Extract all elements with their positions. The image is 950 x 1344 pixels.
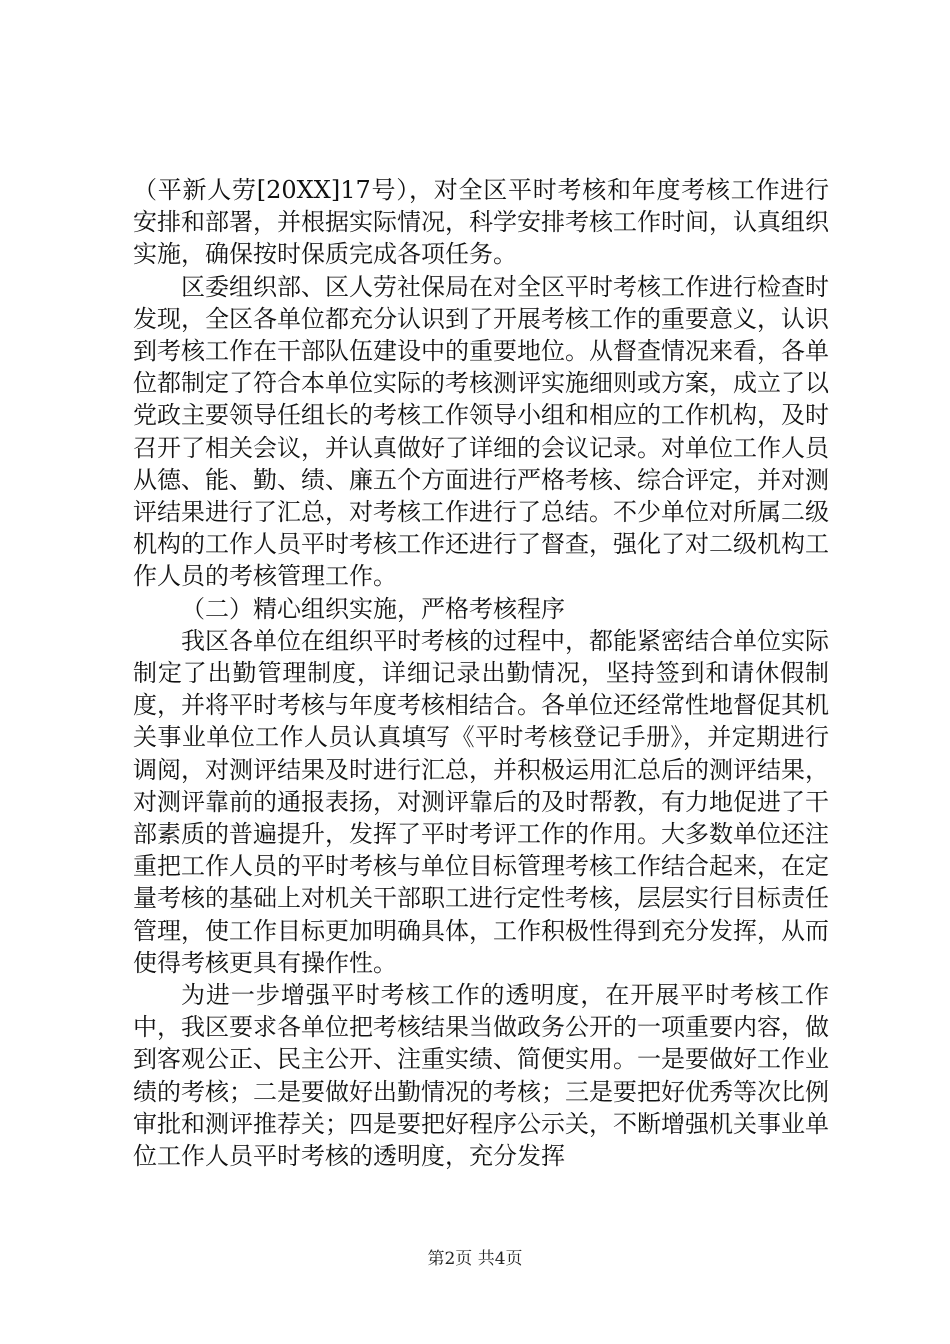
page-number-footer: 第2页 共4页 [427,1249,523,1269]
document-body [133,174,829,1172]
paragraph-continuation: （平新人劳[20XX]17号），对全区平时考核和年度考核工作进行安排和部署，并根据实际情况，科学安排考核工作时间，认真组织实施，确保按时保质完成各项任务。 [133,176,829,269]
section-heading: （二）精心组织实施，严格考核程序 [181,594,565,623]
paragraph-implementation: 我区各单位在组织平时考核的过程中，都能紧密结合单位实际制定了出勤管理制度，详细记录出勤情况，坚持签到和请休假制度，并将平时考核与年度考核相结合。各单位还经常性地督促其机关事业单位工作人员认真填写《平时考核登记手册》，并定期进行调阅，对测评结果及时进行汇总，并积极运用汇总后的测评结果，对测评靠前的通报表扬，对测评靠后的及时帮教，有力地促进了干部素质的普遍提升，发挥了平时考评工作的作用。大多数单位还注重把工作人员的平时考核与单位目标管理考核工作结合起来，在定量考核的基础上对机关干部职工进行定性考核，层层实行目标责任管理，使工作目标更加明确具体，工作积极性得到充分发挥，从而使得考核更具有操作性。 [133,626,829,977]
paragraph-transparency: 为进一步增强平时考核工作的透明度，在开展平时考核工作中，我区要求各单位把考核结果当做政务公开的一项重要内容，做到客观公正、民主公开、注重实绩、简便实用。一是要做好工作业绩的考核；二是要做好出勤情况的考核；三是要把好优秀等次比例审批和测评推荐关；四是要把好程序公示关，不断增强机关事业单位工作人员平时考核的透明度，充分发挥 [133,981,829,1171]
paragraph-inspection-findings: 区委组织部、区人劳社保局在对全区平时考核工作进行检查时发现，全区各单位都充分认识到了开展考核工作的重要意义，认识到考核工作在干部队伍建设中的重要地位。从督查情况来看，各单位都制定了符合本单位实际的考核测评实施细则或方案，成立了以党政主要领导任组长的考核工作领导小组和相应的工作机构，及时召开了相关会议，并认真做好了详细的会议记录。对单位工作人员从德、能、勤、绩、廉五个方面进行严格考核、综合评定，并对测评结果进行了汇总，对考核工作进行了总结。不少单位对所属二级机构的工作人员平时考核工作还进行了督查，强化了对二级机构工作人员的考核管理工作。 [133,272,829,591]
